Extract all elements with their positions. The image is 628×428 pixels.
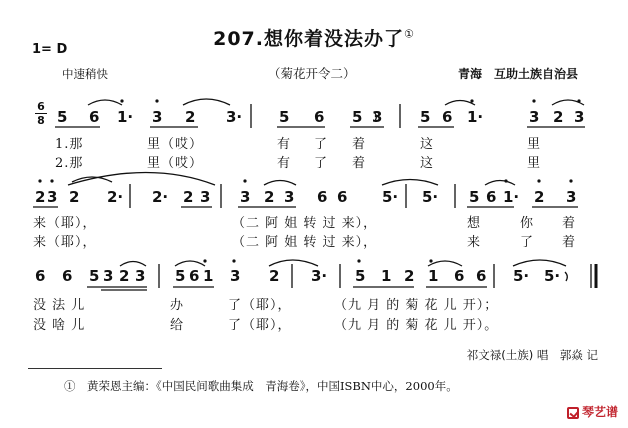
note: 2: [183, 188, 194, 206]
lyric: 了: [314, 137, 329, 152]
note: 6: [337, 188, 348, 206]
lyric: 了（耶），: [228, 298, 292, 313]
slur: [269, 260, 318, 266]
note: 1: [381, 267, 392, 285]
note: 5·: [544, 267, 561, 285]
octave-dot: [232, 259, 235, 262]
note: 6: [476, 267, 487, 285]
region-label: 青海 互助土族自治县: [458, 67, 579, 81]
octave-dot: [537, 179, 540, 182]
lyric: （九 月 的 菊 花 儿 开）；: [334, 298, 499, 313]
note: 1·: [503, 188, 520, 206]
lyric: 里（哎）: [147, 137, 204, 152]
note: 2·: [107, 188, 124, 206]
octave-dot: [243, 179, 246, 182]
lyric: 里: [527, 156, 542, 171]
lyric: 办: [170, 298, 185, 313]
watermark-text: 琴艺谱: [581, 405, 618, 419]
octave-dot: [504, 179, 507, 182]
note: 1: [203, 267, 214, 285]
note: 3: [103, 267, 114, 285]
lyric: 了: [520, 235, 535, 250]
note: 5: [57, 108, 68, 126]
note: 6: [317, 188, 328, 206]
note: 6: [442, 108, 453, 126]
lyric: （二 阿 姐 转 过 来），: [232, 235, 378, 250]
note: 5: [355, 267, 366, 285]
lyric: 里: [527, 137, 542, 152]
note: 2: [69, 188, 80, 206]
note: 3·: [311, 267, 328, 285]
octave-dot: [569, 179, 572, 182]
slur: [72, 177, 112, 182]
note: 3: [529, 108, 540, 126]
note: 6: [35, 267, 46, 285]
lyric: （二 阿 姐 转 过 来），: [232, 216, 378, 231]
lyric: 来（耶），: [33, 235, 97, 250]
note: 3: [284, 188, 295, 206]
lyric: 着: [562, 235, 577, 250]
note: 5·: [382, 188, 399, 206]
note: 2: [119, 267, 130, 285]
octave-dot: [38, 179, 41, 182]
note: 1·: [117, 108, 134, 126]
slur: [120, 262, 146, 267]
subtitle: （菊花开令二）: [268, 66, 356, 81]
time-sig-top: 6: [37, 100, 45, 113]
lyric: 里（哎）: [147, 156, 204, 171]
note: 3: [152, 108, 163, 126]
key-signature: 1= D: [32, 42, 68, 57]
breath-mark: [565, 272, 567, 281]
lyric: 这: [420, 137, 435, 152]
slur: [183, 99, 230, 105]
note: 6: [89, 108, 100, 126]
note: 1·: [467, 108, 484, 126]
octave-dot: [532, 99, 535, 102]
note: 6: [62, 267, 73, 285]
note: 6: [486, 188, 497, 206]
breath-mark: [374, 112, 376, 121]
lyric: 想: [467, 216, 482, 231]
lyric: 来: [467, 235, 482, 250]
note: 2: [404, 267, 415, 285]
octave-dot: [50, 179, 53, 182]
lyric: 有: [277, 156, 292, 171]
note: 6: [314, 108, 325, 126]
lyric: 这: [420, 156, 435, 171]
octave-dot: [120, 99, 123, 102]
note: 3: [47, 188, 58, 206]
slur: [264, 181, 296, 186]
lyric: 有: [277, 137, 292, 152]
slur: [513, 260, 566, 266]
octave-dot: [470, 99, 473, 102]
footnote-text: ① 黄荣恩主编：《中国民间歌曲集成 青海卷》，中国ISBN中心，2000年。: [64, 379, 458, 393]
note: 5·: [513, 267, 530, 285]
slur: [68, 173, 215, 186]
note: 5: [420, 108, 431, 126]
lyric: 没 法 儿: [33, 298, 86, 313]
note: 3: [200, 188, 211, 206]
note: 2: [553, 108, 564, 126]
note: 5: [469, 188, 480, 206]
slur: [88, 100, 122, 105]
note: 3: [135, 267, 146, 285]
note: 3·: [226, 108, 243, 126]
octave-dot: [155, 99, 158, 102]
lyric: 你: [520, 216, 535, 231]
octave-dot: [203, 259, 206, 262]
lyric: 着: [352, 137, 367, 152]
lyric: （九 月 的 菊 花 儿 开）。: [334, 318, 499, 333]
lyric: 着: [352, 156, 367, 171]
lyric: 来（耶），: [33, 216, 97, 231]
note: 2: [269, 267, 280, 285]
note: 5: [352, 108, 363, 126]
lyric: 着: [562, 216, 577, 231]
note: 5·: [422, 188, 439, 206]
note: 5: [175, 267, 186, 285]
note: 2·: [152, 188, 169, 206]
lyric: 了: [314, 156, 329, 171]
slur: [428, 261, 462, 266]
tempo-marking: 中速稍快: [62, 67, 108, 81]
note: 5: [89, 267, 100, 285]
lyric: 给: [170, 318, 185, 333]
note: 2: [35, 188, 46, 206]
logo-icon: [567, 407, 579, 419]
note: 2: [185, 108, 196, 126]
time-sig-bottom: 8: [37, 114, 45, 127]
note: 3: [240, 188, 251, 206]
lyric: 2.那: [55, 156, 84, 171]
note: 3: [574, 108, 585, 126]
slur: [382, 180, 438, 186]
note: 5: [279, 108, 290, 126]
note: 1: [428, 267, 439, 285]
octave-dot: [577, 99, 580, 102]
note: 6: [189, 267, 200, 285]
note: 2: [534, 188, 545, 206]
footnote-divider: [28, 368, 162, 369]
note: 6: [454, 267, 465, 285]
footnote-marker: ①: [404, 27, 415, 41]
lyric: 1.那: [55, 137, 84, 152]
watermark: [567, 403, 618, 420]
octave-dot: [357, 259, 360, 262]
note: 2: [264, 188, 275, 206]
slur: [485, 181, 515, 186]
song-title: 207.想你着没法办了: [213, 28, 404, 50]
credit-line: 祁文禄(土族) 唱 郭焱 记: [466, 348, 598, 362]
slur: [175, 261, 205, 266]
lyric: 了（耶），: [228, 318, 292, 333]
note: 3: [566, 188, 577, 206]
note: 3: [230, 267, 241, 285]
lyric: 没 啥 儿: [33, 318, 86, 333]
octave-dot: [429, 259, 432, 262]
note: 3: [372, 108, 383, 126]
